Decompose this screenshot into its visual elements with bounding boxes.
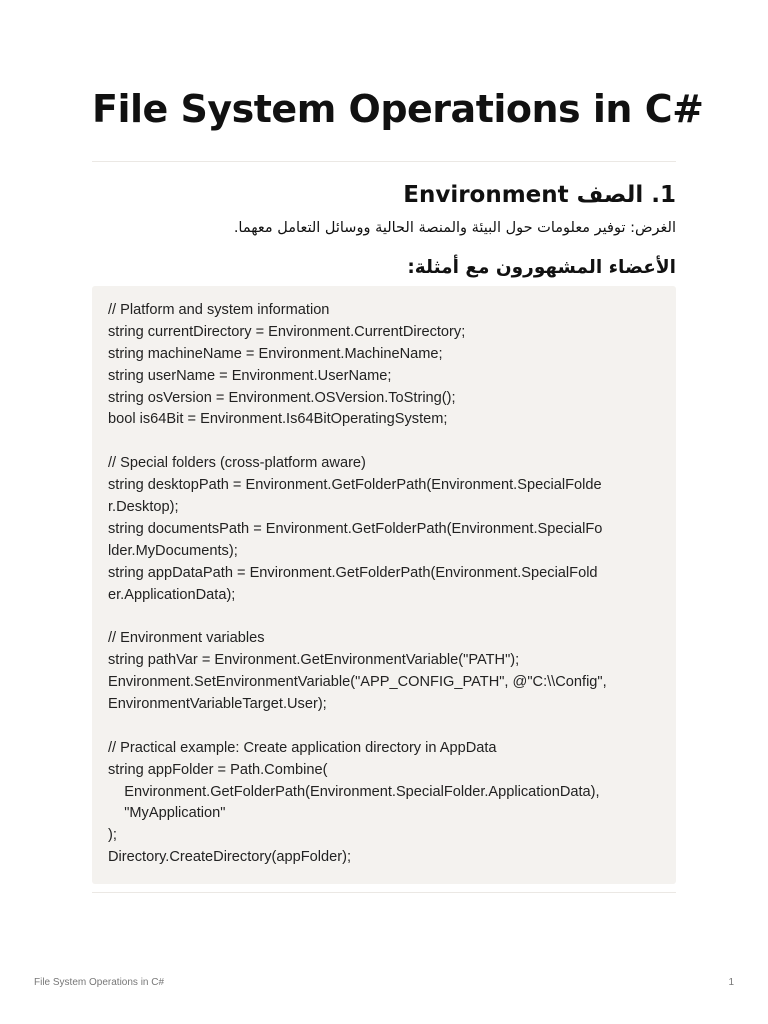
code-line [108,606,662,628]
code-line: Directory.CreateDirectory(appFolder); [108,849,352,866]
code-listing [108,300,662,869]
code-line: "MyApplication" [108,805,226,822]
code-line: er.ApplicationData); [108,586,236,603]
code-line: r.Desktop); [108,499,179,516]
code-line [108,431,662,453]
code-line: string documentsPath = Environment.GetFolderPath(Environment.SpecialFo [108,520,603,537]
code-line: string osVersion = Environment.OSVersion.ToString(); [108,389,456,406]
code-line: string pathVar = Environment.GetEnvironmentVariable("PATH"); [108,652,520,669]
code-block [92,286,676,884]
code-line: EnvironmentVariableTarget.User); [108,696,327,713]
code-line: string machineName = Environment.MachineName; [108,345,443,362]
code-line: // Environment variables [108,630,265,647]
code-line: // Practical example: Create application directory in AppData [108,739,497,756]
code-line [108,716,662,738]
code-line: lder.MyDocuments); [108,542,238,559]
code-line: string appFolder = Path.Combine( [108,761,328,778]
code-line: string desktopPath = Environment.GetFolderPath(Environment.SpecialFolde [108,477,602,494]
page-number: 1 [728,977,734,988]
code-line: // Special folders (cross-platform aware) [108,455,366,472]
code-line: string currentDirectory = Environment.CurrentDirectory; [108,323,466,340]
page-title: File System Operations in C# [92,87,704,131]
code-line: bool is64Bit = Environment.Is64BitOperatingSystem; [108,411,448,428]
code-line: Environment.GetFolderPath(Environment.SpecialFolder.ApplicationData), [108,783,600,800]
code-line: ); [108,827,117,844]
footer-title: File System Operations in C# [34,977,165,988]
members-heading: الأعضاء المشهورون مع أمثلة: [407,257,676,278]
section-purpose: الغرض: توفير معلومات حول البيئة والمنصة الحالية ووسائل التعامل معهما. [233,220,676,236]
code-line: // Platform and system information [108,302,330,318]
code-line: string userName = Environment.UserName; [108,367,392,384]
code-line: Environment.SetEnvironmentVariable("APP_CONFIG_PATH", @"C:\\Config", [108,674,607,691]
top-divider [92,161,676,162]
section-heading: 1. الصف Environment [403,182,676,208]
code-line: string appDataPath = Environment.GetFolderPath(Environment.SpecialFold [108,564,598,581]
bottom-divider [92,892,676,893]
